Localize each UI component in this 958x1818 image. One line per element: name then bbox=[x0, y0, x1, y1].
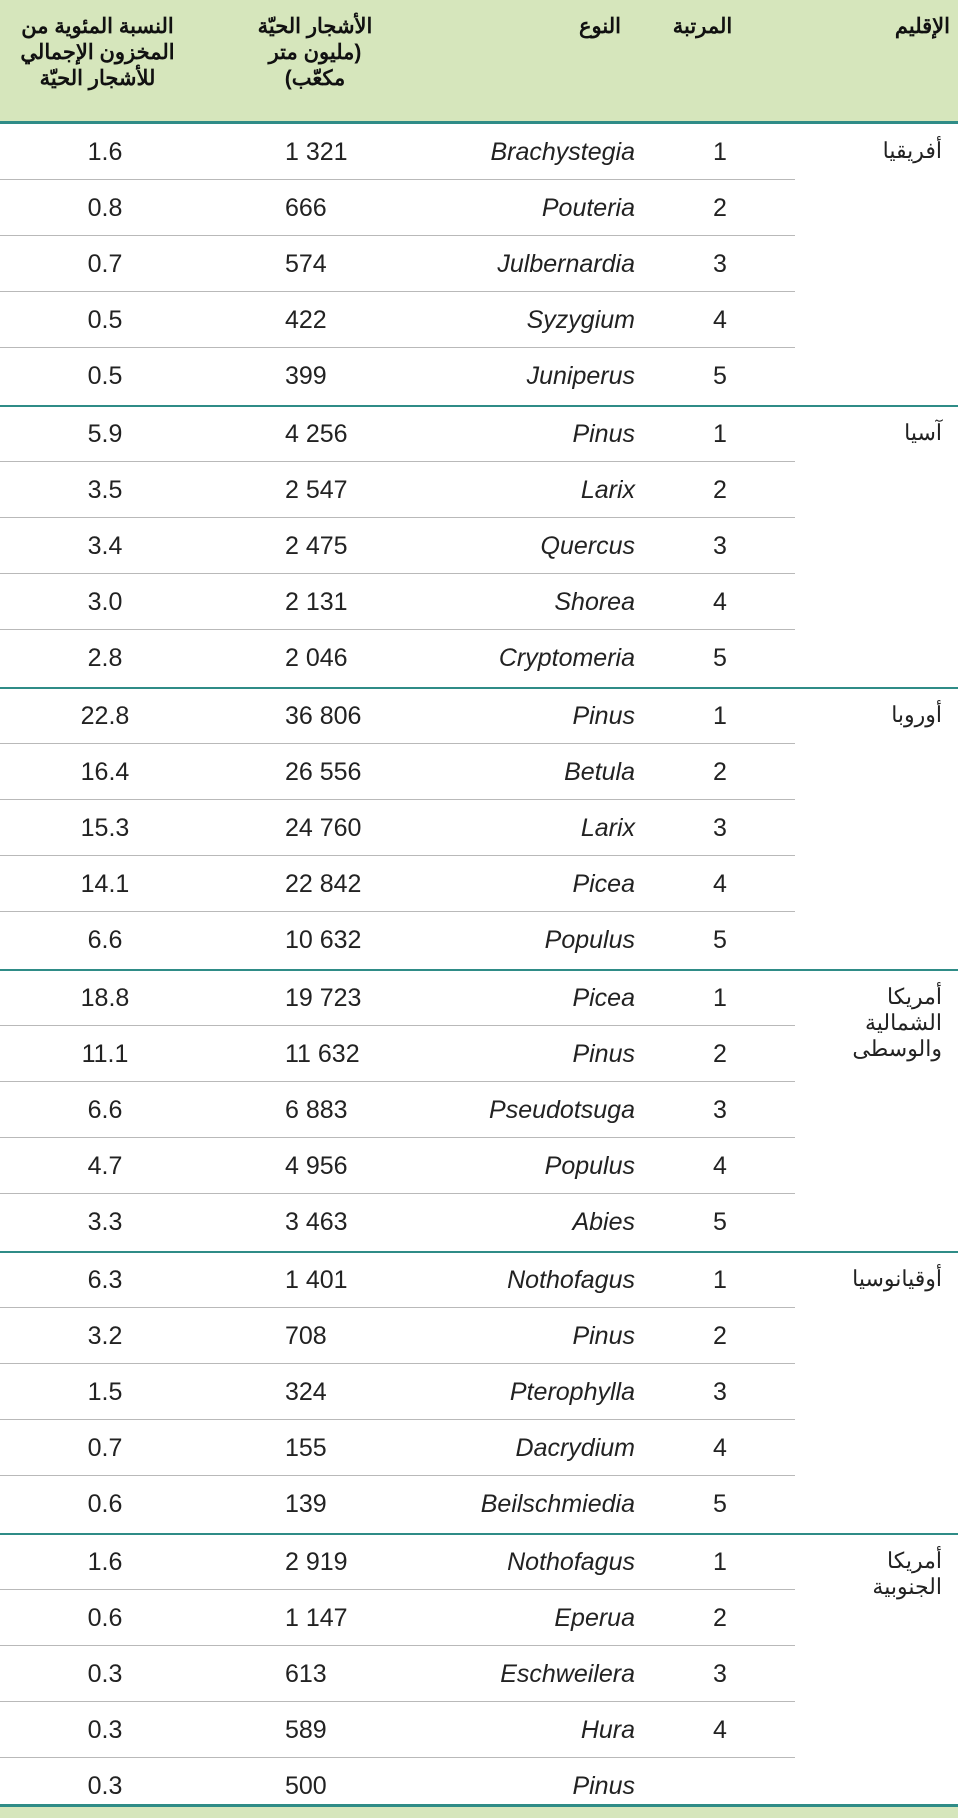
percent-cell: 22.8 bbox=[80, 702, 130, 730]
percent-cell: 1.5 bbox=[87, 1378, 123, 1406]
rank-cell: 3 bbox=[713, 532, 727, 560]
species-cell: Populus bbox=[544, 1152, 635, 1180]
rank-cell: 3 bbox=[713, 1096, 727, 1124]
volume-cell: 324 bbox=[285, 1378, 327, 1406]
percent-cell: 16.4 bbox=[80, 758, 130, 786]
percent-cell: 0.3 bbox=[87, 1772, 123, 1800]
species-cell: Pinus bbox=[572, 702, 635, 730]
percent-cell: 18.8 bbox=[80, 984, 130, 1012]
table-row bbox=[0, 1476, 958, 1532]
volume-cell: 155 bbox=[285, 1434, 327, 1462]
volume-cell: 10 632 bbox=[285, 926, 362, 954]
percent-cell: 4.7 bbox=[87, 1152, 123, 1180]
table-footer-band bbox=[0, 1804, 958, 1818]
species-cell: Shorea bbox=[554, 588, 635, 616]
rank-cell: 5 bbox=[713, 926, 727, 954]
region-label: أمريكا الجنوبية bbox=[872, 1548, 942, 1599]
volume-cell: 1 147 bbox=[285, 1604, 348, 1632]
species-cell: Pterophylla bbox=[509, 1378, 635, 1406]
percent-cell: 3.3 bbox=[87, 1208, 123, 1236]
species-cell: Nothofagus bbox=[507, 1266, 635, 1294]
rank-cell: 1 bbox=[713, 420, 727, 448]
table-row bbox=[0, 406, 958, 462]
rank-cell: 3 bbox=[713, 1660, 727, 1688]
volume-cell: 2 475 bbox=[285, 532, 348, 560]
percent-cell: 0.5 bbox=[87, 306, 123, 334]
table-row bbox=[0, 1702, 958, 1758]
volume-cell: 589 bbox=[285, 1716, 327, 1744]
table-row bbox=[0, 630, 958, 686]
species-cell: Pinus bbox=[572, 1040, 635, 1068]
rank-cell: 4 bbox=[713, 870, 727, 898]
percent-cell: 3.5 bbox=[87, 476, 123, 504]
species-cell: Dacrydium bbox=[515, 1434, 635, 1462]
volume-cell: 4 956 bbox=[285, 1152, 348, 1180]
table-row bbox=[0, 1364, 958, 1420]
table-row bbox=[0, 856, 958, 912]
rank-cell: 1 bbox=[713, 1266, 727, 1294]
region-label: أوقيانوسيا bbox=[852, 1266, 942, 1291]
percent-cell: 5.9 bbox=[87, 420, 123, 448]
percent-cell: 0.6 bbox=[87, 1490, 123, 1518]
percent-cell: 0.8 bbox=[87, 194, 123, 222]
region-label: أوروبا bbox=[891, 702, 942, 727]
volume-cell: 22 842 bbox=[285, 870, 362, 898]
rank-cell: 5 bbox=[713, 1490, 727, 1518]
table-row bbox=[0, 1252, 958, 1308]
rank-cell: 2 bbox=[713, 194, 727, 222]
rank-cell: 3 bbox=[713, 814, 727, 842]
volume-cell: 574 bbox=[285, 250, 327, 278]
volume-cell: 666 bbox=[285, 194, 327, 222]
table-row bbox=[0, 1138, 958, 1194]
species-cell: Hura bbox=[580, 1716, 635, 1744]
species-cell: Pinus bbox=[572, 1322, 635, 1350]
rank-cell: 2 bbox=[713, 758, 727, 786]
rank-cell: 4 bbox=[713, 306, 727, 334]
species-cell: Pseudotsuga bbox=[489, 1096, 635, 1124]
species-cell: Juniperus bbox=[526, 362, 635, 390]
species-cell: Eschweilera bbox=[500, 1660, 635, 1688]
volume-cell: 399 bbox=[285, 362, 327, 390]
percent-cell: 3.4 bbox=[87, 532, 123, 560]
percent-cell: 0.7 bbox=[87, 1434, 123, 1462]
table-row bbox=[0, 518, 958, 574]
region-label: آسيا bbox=[904, 420, 942, 445]
species-cell: Picea bbox=[572, 984, 635, 1012]
table-row bbox=[0, 1308, 958, 1364]
species-cell: Pinus bbox=[572, 1772, 635, 1800]
species-cell: Populus bbox=[544, 926, 635, 954]
region-label: أمريكا الشمالية والوسطى bbox=[852, 984, 942, 1061]
percent-cell: 1.6 bbox=[87, 1548, 123, 1576]
header-region: الإقليم bbox=[894, 15, 950, 38]
rank-cell: 5 bbox=[713, 1208, 727, 1236]
volume-cell: 4 256 bbox=[285, 420, 348, 448]
rank-cell: 2 bbox=[713, 1322, 727, 1350]
volume-cell: 11 632 bbox=[285, 1040, 360, 1068]
table-row bbox=[0, 236, 958, 292]
table-row bbox=[0, 1590, 958, 1646]
table-row bbox=[0, 1420, 958, 1476]
region-label: أفريقيا bbox=[882, 138, 942, 163]
percent-cell: 0.7 bbox=[87, 250, 123, 278]
volume-cell: 3 463 bbox=[285, 1208, 348, 1236]
rank-cell: 5 bbox=[713, 644, 727, 672]
table-row bbox=[0, 800, 958, 856]
species-cell: Eperua bbox=[554, 1604, 635, 1632]
rank-cell: 1 bbox=[713, 1548, 727, 1576]
rank-cell: 4 bbox=[713, 588, 727, 616]
volume-cell: 1 321 bbox=[285, 138, 348, 166]
table-row bbox=[0, 348, 958, 404]
species-cell: Nothofagus bbox=[507, 1548, 635, 1576]
rank-cell: 3 bbox=[713, 1378, 727, 1406]
volume-cell: 2 131 bbox=[285, 588, 348, 616]
header-species: النوع bbox=[579, 15, 621, 38]
table-row bbox=[0, 744, 958, 800]
volume-cell: 19 723 bbox=[285, 984, 362, 1012]
table-row bbox=[0, 462, 958, 518]
table-row bbox=[0, 574, 958, 630]
header-percent: النسبة المئوية من المخزون الإجمالي للأشجار الحيّة bbox=[20, 15, 175, 90]
rank-cell: 1 bbox=[713, 138, 727, 166]
species-cell: Julbernardia bbox=[497, 250, 635, 278]
percent-cell: 15.3 bbox=[80, 814, 130, 842]
species-cell: Syzygium bbox=[526, 306, 635, 334]
species-cell: Picea bbox=[572, 870, 635, 898]
percent-cell: 3.2 bbox=[87, 1322, 123, 1350]
rank-cell: 4 bbox=[713, 1434, 727, 1462]
volume-cell: 6 883 bbox=[285, 1096, 348, 1124]
table-row bbox=[0, 1082, 958, 1138]
table-row bbox=[0, 1026, 958, 1082]
percent-cell: 3.0 bbox=[87, 588, 123, 616]
percent-cell: 1.6 bbox=[87, 138, 123, 166]
volume-cell: 2 547 bbox=[285, 476, 348, 504]
header-rank: المرتبة bbox=[672, 15, 733, 38]
table-row bbox=[0, 970, 958, 1026]
percent-cell: 6.3 bbox=[87, 1266, 123, 1294]
table-row bbox=[0, 1194, 958, 1250]
species-cell: Larix bbox=[580, 814, 635, 842]
percent-cell: 11.1 bbox=[81, 1040, 129, 1068]
volume-cell: 36 806 bbox=[285, 702, 362, 730]
percent-cell: 2.8 bbox=[87, 644, 123, 672]
species-cell: Larix bbox=[580, 476, 635, 504]
volume-cell: 708 bbox=[285, 1322, 327, 1350]
table-row bbox=[0, 912, 958, 968]
rank-cell: 2 bbox=[713, 476, 727, 504]
species-cell: Brachystegia bbox=[490, 138, 635, 166]
species-cell: Pinus bbox=[572, 420, 635, 448]
rank-cell: 2 bbox=[713, 1040, 727, 1068]
percent-cell: 0.6 bbox=[87, 1604, 123, 1632]
species-cell: Pouteria bbox=[541, 194, 635, 222]
table-row bbox=[0, 1646, 958, 1702]
volume-cell: 1 401 bbox=[285, 1266, 348, 1294]
species-cell: Cryptomeria bbox=[498, 644, 635, 672]
volume-cell: 2 046 bbox=[285, 644, 348, 672]
rank-cell: 1 bbox=[713, 702, 727, 730]
percent-cell: 0.3 bbox=[87, 1660, 123, 1688]
species-cell: Abies bbox=[572, 1208, 635, 1236]
volume-cell: 24 760 bbox=[285, 814, 362, 842]
table-header bbox=[0, 0, 958, 124]
table-row bbox=[0, 1534, 958, 1590]
volume-cell: 422 bbox=[285, 306, 327, 334]
rank-cell: 4 bbox=[713, 1152, 727, 1180]
rank-cell: 3 bbox=[713, 250, 727, 278]
percent-cell: 0.5 bbox=[87, 362, 123, 390]
volume-cell: 2 919 bbox=[285, 1548, 348, 1576]
volume-cell: 139 bbox=[285, 1490, 327, 1518]
rank-cell: 1 bbox=[713, 984, 727, 1012]
rank-cell: 2 bbox=[713, 1604, 727, 1632]
species-cell: Beilschmiedia bbox=[480, 1490, 635, 1518]
table-row bbox=[0, 180, 958, 236]
table-row bbox=[0, 292, 958, 348]
volume-cell: 500 bbox=[285, 1772, 327, 1800]
percent-cell: 6.6 bbox=[87, 1096, 123, 1124]
volume-cell: 613 bbox=[285, 1660, 327, 1688]
table-row bbox=[0, 688, 958, 744]
header-volume: الأشجار الحيّة (مليون متر مكعّب) bbox=[257, 15, 373, 90]
volume-cell: 26 556 bbox=[285, 758, 362, 786]
percent-cell: 6.6 bbox=[87, 926, 123, 954]
percent-cell: 14.1 bbox=[80, 870, 130, 898]
percent-cell: 0.3 bbox=[87, 1716, 123, 1744]
rank-cell: 4 bbox=[713, 1716, 727, 1744]
species-cell: Quercus bbox=[540, 532, 635, 560]
rank-cell: 5 bbox=[713, 362, 727, 390]
species-cell: Betula bbox=[564, 758, 635, 786]
table-row bbox=[0, 124, 958, 180]
